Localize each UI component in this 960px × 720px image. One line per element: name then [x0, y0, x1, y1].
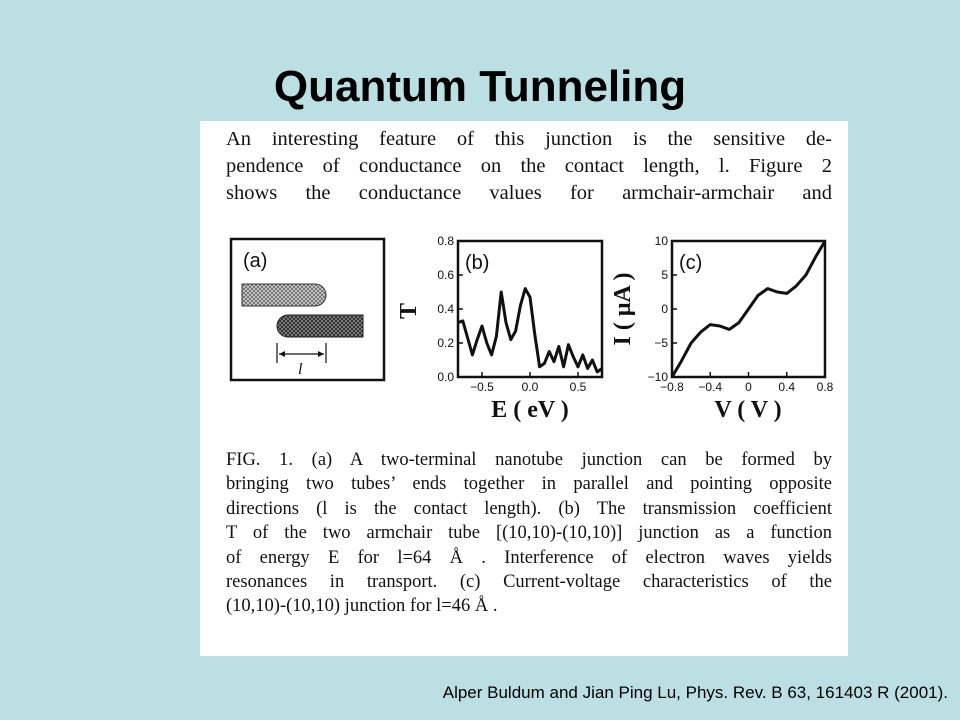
panel-c-ytick-label: −10	[647, 370, 668, 384]
caption-line: bringing two tubes’ ends together in parallel and pointing opposite	[226, 474, 832, 495]
excerpt-line: shows the conductance values for armchair-armchair and	[226, 182, 832, 204]
panel-b-ylabel: T	[396, 302, 422, 320]
panel-b-xtick-label: 0.5	[569, 380, 587, 394]
panel-c-ytick-label: 0	[661, 302, 668, 316]
excerpt-line: An interesting feature of this junction is the sensitive de-	[226, 128, 832, 150]
panel-b-ytick-label: 0.6	[437, 268, 454, 282]
panel-b-ytick-label: 0.0	[437, 370, 454, 384]
figure-caption	[226, 448, 832, 619]
caption-line: resonances in transport. (c) Current-voltage characteristics of the	[226, 572, 832, 593]
paper-excerpt-image	[200, 121, 848, 656]
citation: Alper Buldum and Jian Ping Lu, Phys. Rev. B 63, 161403 R (2001).	[442, 683, 948, 702]
transmission-curve	[458, 289, 602, 372]
panel-c-ytick-label: 10	[654, 234, 668, 248]
panel-b-xtick-label: −0.5	[470, 380, 494, 394]
panel-b-ytick-label: 0.8	[437, 234, 454, 248]
slide-title: Quantum Tunneling	[273, 62, 687, 111]
panel-b-ytick-label: 0.2	[437, 336, 454, 350]
contact-length-symbol: l	[298, 361, 303, 378]
panel-c-ytick-label: −5	[654, 336, 668, 350]
panel-a	[231, 239, 384, 380]
panel-c-ylabel: I ( μA )	[610, 272, 636, 346]
panel-a-label: (a)	[243, 250, 268, 272]
caption-line: directions (l is the contact length). (b) The transmission coefficient	[226, 498, 832, 519]
panel-b-label: (b)	[465, 252, 490, 274]
panel-b-ytick-label: 0.4	[437, 302, 454, 316]
panel-b-chart	[396, 234, 602, 423]
caption-line: of energy E for l=64 Å . Interference of electron waves yields	[226, 547, 832, 568]
nanotube-upper	[242, 284, 326, 306]
panel-c-xtick-label: 0	[745, 380, 752, 394]
panel-c-label: (c)	[679, 252, 703, 274]
nanotube-lower	[277, 315, 363, 337]
panel-c-chart	[610, 234, 834, 423]
panel-c-xtick-label: −0.4	[698, 380, 723, 394]
panel-c-xlabel: V ( V )	[714, 397, 782, 423]
excerpt-line: pendence of conductance on the contact length, l. Figure 2	[226, 155, 832, 177]
caption-line: FIG. 1. (a) A two-terminal nanotube junction can be formed by	[226, 450, 832, 470]
panel-c-xtick-label: 0.8	[816, 380, 834, 394]
panel-b-xlabel: E ( eV )	[491, 397, 569, 423]
panel-c-ytick-label: 5	[661, 268, 668, 282]
caption-line: (10,10)-(10,10) junction for l=46 Å .	[226, 596, 498, 617]
panel-b-xtick-label: 0.0	[521, 380, 539, 394]
panel-c-xtick-label: −0.8	[660, 380, 684, 394]
caption-line: T of the two armchair tube [(10,10)-(10,10)] junction as a function	[226, 523, 832, 544]
panel-c-xtick-label: 0.4	[778, 380, 796, 394]
